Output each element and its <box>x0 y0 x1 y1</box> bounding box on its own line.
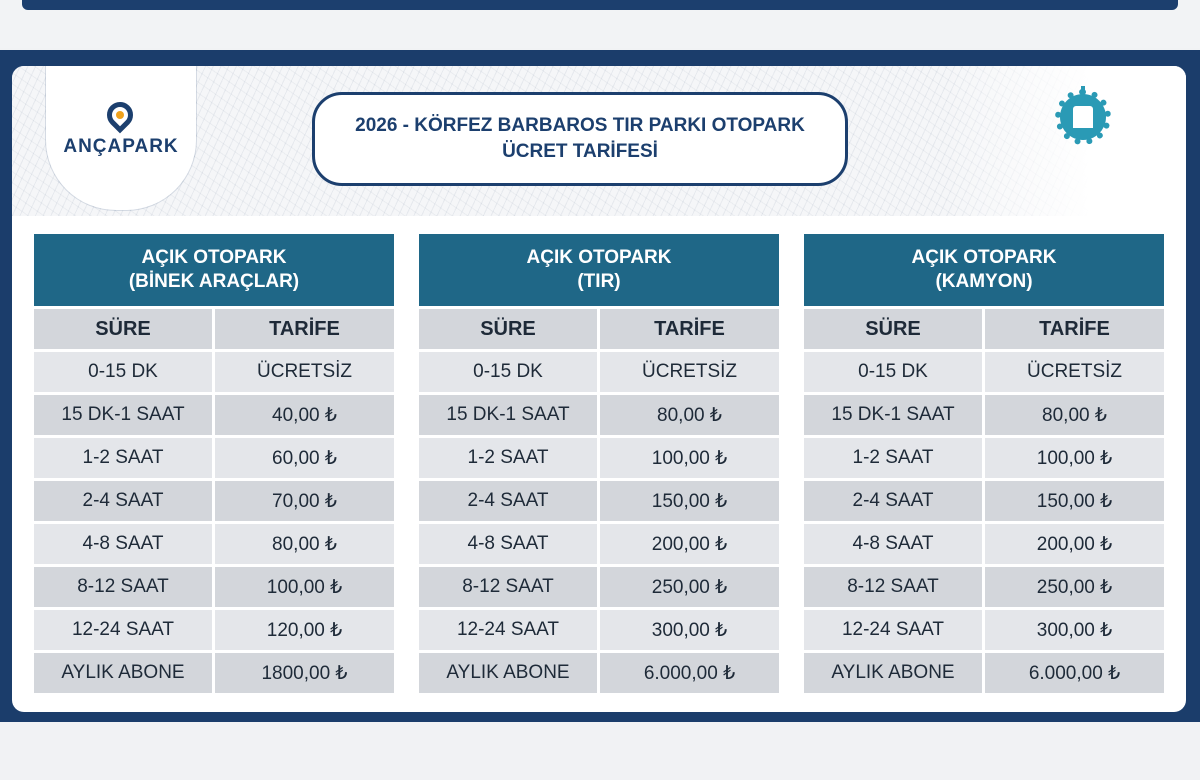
seal-mast <box>1081 86 1085 100</box>
tariff-board <box>0 50 1200 722</box>
table-row <box>419 352 779 392</box>
title-line-1: 2026 - KÖRFEZ BARBAROS TIR PARKI OTOPARK <box>355 115 805 136</box>
table-row <box>419 395 779 435</box>
table-title-line-2: (BİNEK ARAÇLAR) <box>128 271 300 292</box>
duration-cell: 12-24 SAAT <box>419 610 597 650</box>
tariff-cell: ÜCRETSİZ <box>215 352 394 392</box>
tariff-cell: 250,00 ₺ <box>600 567 779 607</box>
table-title-line-2: (TIR) <box>577 271 621 292</box>
duration-cell: 8-12 SAAT <box>34 567 212 607</box>
duration-cell: 1-2 SAAT <box>804 438 982 478</box>
duration-cell: 15 DK-1 SAAT <box>419 395 597 435</box>
column-header-row <box>804 309 1164 349</box>
duration-cell: 0-15 DK <box>34 352 212 392</box>
tariff-header: TARİFE <box>215 309 394 349</box>
duration-header: SÜRE <box>34 309 212 349</box>
table-title-line-1: AÇIK OTOPARK <box>141 247 287 268</box>
tariff-header: TARİFE <box>600 309 779 349</box>
bottom-strip <box>0 722 1200 780</box>
duration-cell: 2-4 SAAT <box>804 481 982 521</box>
column-header-row <box>34 309 394 349</box>
tariff-cell: 300,00 ₺ <box>600 610 779 650</box>
table-title <box>419 234 779 306</box>
tariff-cell: 100,00 ₺ <box>600 438 779 478</box>
tariff-cell: 150,00 ₺ <box>985 481 1164 521</box>
title-line-2: ÜCRET TARİFESİ <box>502 141 658 162</box>
duration-header: SÜRE <box>419 309 597 349</box>
duration-cell: 1-2 SAAT <box>419 438 597 478</box>
table-row <box>419 438 779 478</box>
table-row <box>419 524 779 564</box>
tariff-cell: 100,00 ₺ <box>215 567 394 607</box>
tariff-cell: 80,00 ₺ <box>600 395 779 435</box>
ancapark-logo <box>46 66 196 210</box>
table-row <box>34 438 394 478</box>
duration-cell: 15 DK-1 SAAT <box>34 395 212 435</box>
tariff-cell: 100,00 ₺ <box>985 438 1164 478</box>
table-title-line-1: AÇIK OTOPARK <box>526 247 672 268</box>
table-row <box>34 653 394 693</box>
duration-cell: AYLIK ABONE <box>419 653 597 693</box>
table-row <box>34 481 394 521</box>
table-row <box>804 567 1164 607</box>
pin-dot <box>116 111 124 119</box>
top-strip <box>0 0 1200 48</box>
duration-cell: 8-12 SAAT <box>419 567 597 607</box>
logo-brand-text: ANÇAPARK <box>63 136 179 157</box>
tariff-cell: 200,00 ₺ <box>600 524 779 564</box>
table-row <box>34 524 394 564</box>
duration-cell: 15 DK-1 SAAT <box>804 395 982 435</box>
tariff-cell: 150,00 ₺ <box>600 481 779 521</box>
tariff-table <box>419 234 779 693</box>
duration-cell: 2-4 SAAT <box>419 481 597 521</box>
tariff-cell: 6.000,00 ₺ <box>985 653 1164 693</box>
tariff-cell: 300,00 ₺ <box>985 610 1164 650</box>
tariff-cell: 80,00 ₺ <box>215 524 394 564</box>
table-row <box>34 610 394 650</box>
table-row <box>419 481 779 521</box>
table-row <box>419 567 779 607</box>
duration-cell: 8-12 SAAT <box>804 567 982 607</box>
tariff-cell: ÜCRETSİZ <box>985 352 1164 392</box>
page-title <box>312 92 848 186</box>
table-row <box>804 438 1164 478</box>
tariff-cell: 1800,00 ₺ <box>215 653 394 693</box>
table-row <box>419 653 779 693</box>
table-row <box>34 395 394 435</box>
table-row <box>804 610 1164 650</box>
table-row <box>804 352 1164 392</box>
table-row <box>34 567 394 607</box>
duration-header: SÜRE <box>804 309 982 349</box>
tariff-table <box>804 234 1164 693</box>
tariff-cell: 60,00 ₺ <box>215 438 394 478</box>
tariff-cell: 200,00 ₺ <box>985 524 1164 564</box>
duration-cell: 4-8 SAAT <box>804 524 982 564</box>
top-bar <box>22 0 1178 10</box>
tariff-cell: 120,00 ₺ <box>215 610 394 650</box>
duration-cell: 4-8 SAAT <box>419 524 597 564</box>
duration-cell: AYLIK ABONE <box>34 653 212 693</box>
tariff-cell: 250,00 ₺ <box>985 567 1164 607</box>
duration-cell: 1-2 SAAT <box>34 438 212 478</box>
tariff-header: TARİFE <box>985 309 1164 349</box>
duration-cell: 2-4 SAAT <box>34 481 212 521</box>
municipality-logo <box>1022 84 1142 184</box>
duration-cell: 0-15 DK <box>804 352 982 392</box>
tariff-cell: 80,00 ₺ <box>985 395 1164 435</box>
table-title-line-1: AÇIK OTOPARK <box>911 247 1057 268</box>
table-title <box>34 234 394 306</box>
duration-cell: 4-8 SAAT <box>34 524 212 564</box>
table-title <box>804 234 1164 306</box>
duration-cell: 0-15 DK <box>419 352 597 392</box>
table-row <box>804 481 1164 521</box>
tariff-cell: 40,00 ₺ <box>215 395 394 435</box>
tariff-cell: 6.000,00 ₺ <box>600 653 779 693</box>
duration-cell: 12-24 SAAT <box>804 610 982 650</box>
column-header-row <box>419 309 779 349</box>
table-row <box>804 653 1164 693</box>
table-row <box>804 524 1164 564</box>
table-row <box>804 395 1164 435</box>
table-row <box>34 352 394 392</box>
tariff-cell: 70,00 ₺ <box>215 481 394 521</box>
tariff-table <box>34 234 394 693</box>
table-title-line-2: (KAMYON) <box>935 271 1033 292</box>
table-row <box>419 610 779 650</box>
seal-building <box>1073 106 1093 128</box>
duration-cell: 12-24 SAAT <box>34 610 212 650</box>
duration-cell: AYLIK ABONE <box>804 653 982 693</box>
tariff-card <box>12 66 1186 712</box>
tariff-cell: ÜCRETSİZ <box>600 352 779 392</box>
